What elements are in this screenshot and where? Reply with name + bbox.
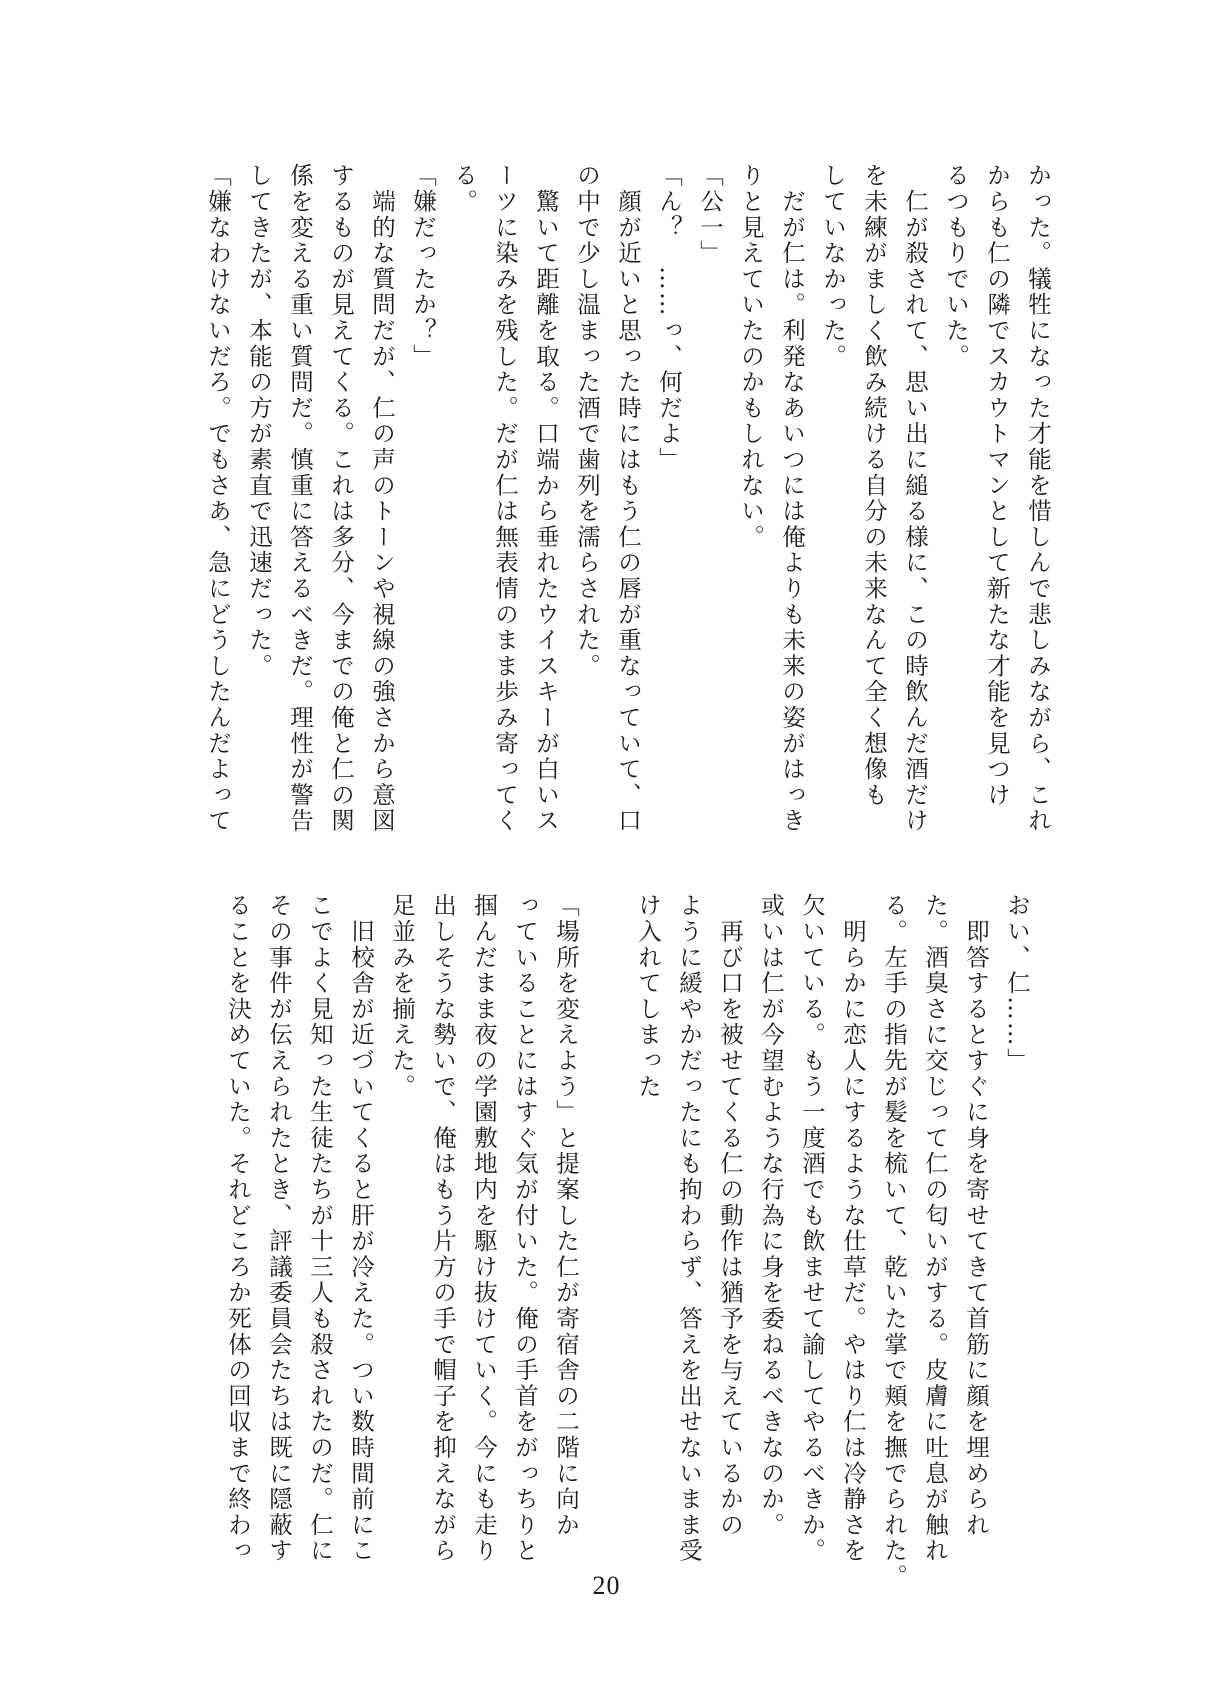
text-line: け入れてしまった [634, 893, 662, 1100]
text-line: 端的な質問だが、仁の声のトーンや視線の強さから意図 [368, 163, 396, 834]
text-line: 「ん？ ……っ、何だよ」 [655, 163, 683, 473]
text-line: 驚いて距離を取る。口端から垂れたウイスキーが白いス [532, 163, 560, 834]
text-line: 仁が殺されて、思い出に縋る様に、この時飲んだ酒だけ [901, 163, 929, 834]
text-line: っていることにはすぐ気が付いた。俺の手首をがっちりと [511, 893, 539, 1564]
text-line: 明らかに恋人にするような仕草だ。やはり仁は冷静さを [839, 893, 867, 1564]
text-line: る。 [450, 163, 478, 215]
page-number: 20 [592, 1571, 621, 1600]
text-line: 出しそうな勢いで、俺はもう片方の手で帽子を抑えながら [429, 893, 457, 1564]
text-line: 「嫌だったか？」 [409, 163, 437, 370]
text-line: を未練がましく飲み続ける自分の未来なんて全く想像も [860, 163, 888, 808]
text-line: た。酒臭さに交じって仁の匂いがする。皮膚に吐息が触れ [921, 893, 949, 1564]
text-line: 掴んだまま夜の学園敷地内を駆け抜けていく。今にも走り [470, 893, 498, 1564]
text-line [586, 893, 627, 1553]
text-line: こでよく見知った生徒たちが十三人も殺されたのだ。仁に [306, 893, 334, 1564]
text-line: だが仁は。利発なあいつには俺よりも未来の姿がはっき [778, 163, 806, 834]
text-line: りと見えていたのかもしれない。 [737, 163, 765, 550]
text-line: 顔が近いと思った時にはもう仁の唇が重なっていて、口 [614, 163, 642, 834]
text-line: 「嫌なわけないだろ。でもさあ、急にどうしたんだよって [204, 163, 232, 834]
text-line: 或いは仁が今望むような行為に身を委ねるべきなのか。 [757, 893, 785, 1538]
text-line: ーツに染みを残した。だが仁は無表情のまま歩み寄ってく [491, 163, 519, 834]
text-line: してきたが、本能の方が素直で迅速だった。 [245, 163, 273, 679]
text-line: 「場所を変えよう」と提案した仁が寄宿舎の二階に向か [552, 893, 580, 1538]
text-line: 即答するとすぐに身を寄せてきて首筋に顔を埋められ [962, 893, 990, 1538]
text-line: していなかった。 [819, 163, 847, 370]
text-line: ることを決めていた。それどころか死体の回収まで終わっ [224, 893, 252, 1564]
text-line: 係を変える重い質問だ。慎重に答えるべきだ。理性が警告 [286, 163, 314, 834]
text-line: るつもりでいた。 [942, 163, 970, 370]
text-line: するものが見えてくる。これは多分、今までの俺と仁の関 [327, 163, 355, 834]
text-line: の中で少し温まった酒で歯列を濡らされた。 [573, 163, 601, 679]
text-line: 再び口を被せてくる仁の動作は猶予を与えているかの [716, 893, 744, 1538]
text-line: その事件が伝えられたとき、評議委員会たちは既に隠蔽す [265, 893, 293, 1564]
text-line: 「公一」 [696, 163, 724, 267]
text-line: 欠いている。もう一度酒でも飲ませて諭してやるべきか。 [798, 893, 826, 1564]
text-line: おい、仁……」 [1003, 893, 1031, 1074]
text-line: 足並みを揃えた。 [388, 893, 416, 1100]
text-line: からも仁の隣でスカウトマンとして新たな才能を見つけ [983, 163, 1011, 808]
text-line: る。左手の指先が髪を梳いて、乾いた掌で頬を撫でられた。 [880, 893, 908, 1590]
text-block-upper [197, 163, 1058, 834]
text-line: ように緩やかだったにも拘わらず、答えを出せないまま受 [675, 893, 703, 1564]
text-line: 旧校舎が近づいてくると肝が冷えた。つい数時間前にこ [347, 893, 375, 1564]
text-line: かった。犠牲になった才能を惜しんで悲しみながら、これ [1024, 163, 1052, 834]
